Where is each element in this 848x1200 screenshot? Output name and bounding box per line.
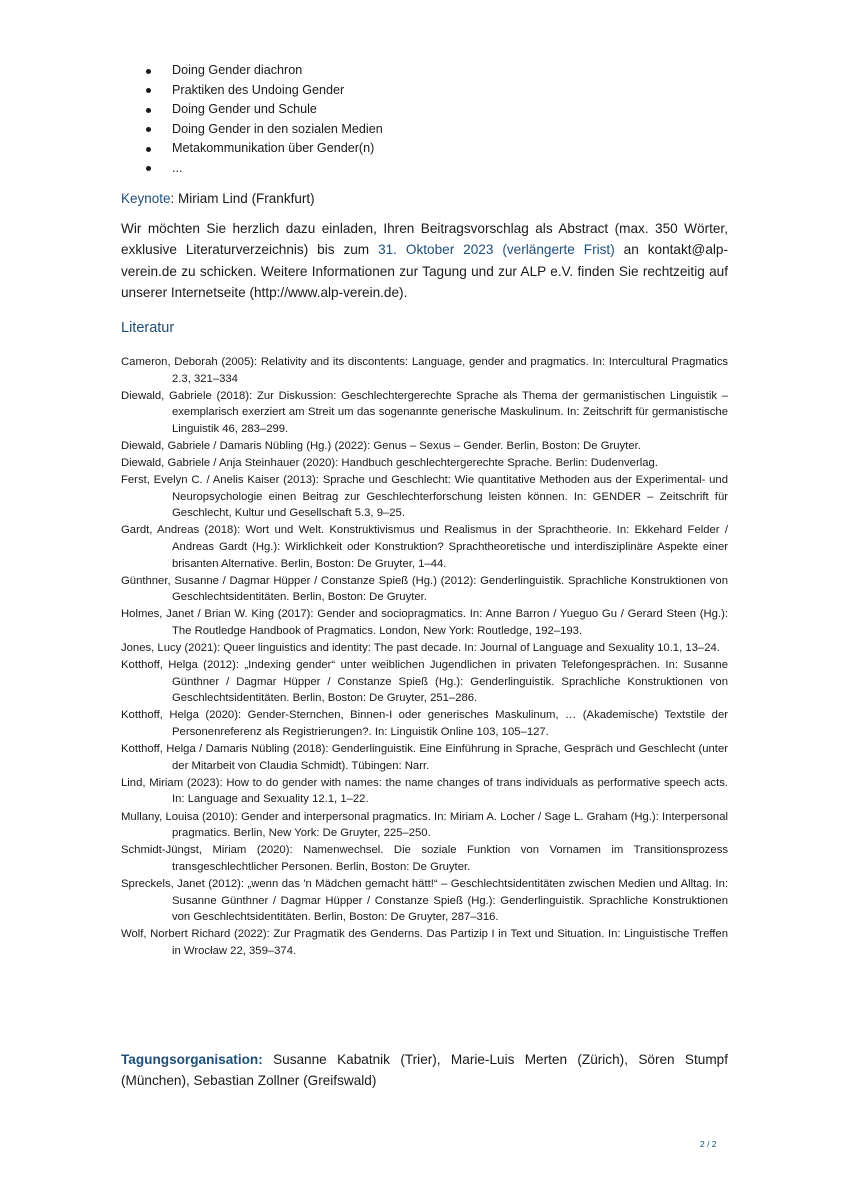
list-item <box>143 159 383 179</box>
reference-entry: Günthner, Susanne / Dagmar Hüpper / Constanze Spieß (Hg.) (2012): Genderlinguistik. Sprachliche Konstruktionen von Geschlechtsidentitäten. Berlin, Boston: De Gruyter. <box>121 574 728 604</box>
reference-entry: Schmidt-Jüngst, Miriam (2020): Namenwechsel. Die soziale Funktion von Vornamen im Transitionsprozess transgeschlechtlicher Personen. Berlin, Boston: De Gruyter. <box>121 844 728 873</box>
keynote-label: Keynote <box>121 191 171 206</box>
bullet-icon <box>146 166 151 171</box>
list-item <box>143 100 383 120</box>
list-item <box>143 81 383 101</box>
reference-entry: Holmes, Janet / Brian W. King (2017): Gender and sociopragmatics. In: Anne Barron / Yueguo Gu / Gerard Steen (Hg.): The Routledge Handbook of Pragmatics. London, New York: Routledge, 192–193. <box>121 608 728 637</box>
reference-entry: Kotthoff, Helga (2020): Gender-Sternchen, Binnen-I oder generisches Maskulinum, … (Akademische) Textstile der Personenreferenz als Registrierungen?. In: Linguistik Online 103, 105–127. <box>121 709 728 739</box>
bullet-icon <box>146 147 151 152</box>
invitation-text-start: Wir möchten Sie herzlich dazu einladen, Ihren Beitragsvorschlag als Abstract (max. 350 Wörter, exklusive Literaturverzeichnis) bis zum <box>121 221 728 258</box>
keynote-text: : Miriam Lind (Frankfurt) <box>170 191 315 206</box>
invitation-paragraph <box>121 218 728 303</box>
bullet-icon <box>146 88 151 93</box>
organisation-text: Susanne Kabatnik (Trier), Marie-Luis Merten (Zürich), Sören Stumpf (München), Sebastian Zollner (Greifswald) <box>121 1052 728 1089</box>
keynote-line <box>121 190 315 208</box>
bullet-icon <box>146 69 151 74</box>
topic-list <box>143 61 383 179</box>
deadline-highlight: 31. Oktober 2023 (verlängerte Frist) <box>378 242 615 258</box>
list-item <box>143 61 383 81</box>
reference-entry: Diewald, Gabriele (2018): Zur Diskussion: Geschlechtergerechte Sprache als Thema der germanistischen Linguistik – exemplarisch exerziert am Streit um das sogenannte generische Maskulinum. In: Zeitschrift für germanistische Linguistik 46, 283–299. <box>121 389 728 435</box>
reference-entry: Diewald, Gabriele / Anja Steinhauer (2020): Handbuch geschlechtergerechte Sprache. Berlin: Dudenverlag. <box>121 457 658 470</box>
list-item-text: Doing Gender in den sozialen Medien <box>172 121 383 136</box>
list-item <box>143 139 383 159</box>
list-item <box>143 120 383 140</box>
bullet-icon <box>146 127 151 132</box>
reference-entry: Lind, Miriam (2023): How to do gender with names: the name changes of trans individuals as performative speech acts. In: Language and Sexuality 12.1, 1–22. <box>121 776 728 806</box>
reference-entry: Gardt, Andreas (2018): Wort und Welt. Konstruktivismus und Realismus in der Sprachtheorie. In: Ekkehard Felder / Andreas Gardt (Hg.): Wirklichkeit oder Konstruktion? Sprachtheoretische und interdisziplinäre Aspekte einer brisanten Alternative. Berlin, Boston: De Gruyter, 1–44. <box>121 524 728 570</box>
list-item-text: Doing Gender und Schule <box>172 102 317 117</box>
reference-entry: Kotthoff, Helga (2012): „Indexing gender“ unter weiblichen Jugendlichen in privaten Telefongesprächen. In: Susanne Günthner / Dagmar Hüpper / Constanze Spieß (Hg.): Genderlinguistik. Sprachliche Konstruktionen von Geschlechtsidentitäten. Berlin, Boston: De Gruyter, 251–286. <box>121 659 728 705</box>
list-item-text: ... <box>172 160 183 175</box>
reference-entry: Diewald, Gabriele / Damaris Nübling (Hg.) (2022): Genus – Sexus – Gender. Berlin, Boston: De Gruyter. <box>121 439 641 452</box>
reference-entry: Wolf, Norbert Richard (2022): Zur Pragmatik des Genderns. Das Partizip I in Text und Situation. In: Linguistische Treffen in Wrocław 22, 359–374. <box>121 928 728 957</box>
reference-entry: Jones, Lucy (2021): Queer linguistics and identity: The past decade. In: Journal of Language and Sexuality 10.1, 13–24. <box>121 642 720 655</box>
reference-entry: Mullany, Louisa (2010): Gender and interpersonal pragmatics. In: Miriam A. Locher / Sage L. Graham (Hg.): Interpersonal pragmatics. Berlin, New York: De Gruyter, 225–250. <box>121 810 728 840</box>
reference-entry: Cameron, Deborah (2005): Relativity and its discontents: Language, gender and pragmatics. In: Intercultural Pragmatics 2.3, 321–334 <box>121 356 728 385</box>
reference-entry: Spreckels, Janet (2012): „wenn das 'n Mädchen gemacht hätt!“ – Geschlechtsidentitäten zwischen Medien und Alltag. In: Susanne Günthner / Dagmar Hüpper / Constanze Spieß (Hg.): Genderlinguistik. Sprachliche Konstruktionen von Geschlechtsidentitäten. Berlin, Boston: De Gruyter, 287–316. <box>121 877 728 924</box>
list-item-text: Metakommunikation über Gender(n) <box>172 141 375 156</box>
literature-heading: Literatur <box>121 320 175 336</box>
page-number: 2 / 2 <box>700 1139 717 1149</box>
reference-entry: Ferst, Evelyn C. / Anelis Kaiser (2013): Sprache und Geschlecht: Wie quantitative Methoden aus der Experimental- und Neuropsychologie einen Beitrag zur Geschlechterforschung leisten können. In: GENDER – Zeitschrift für Geschlecht, Kultur und Gesellschaft 5.3, 9–25. <box>121 474 728 520</box>
organisation-label: Tagungsorganisation: <box>121 1052 263 1067</box>
bullet-icon <box>146 108 151 113</box>
reference-entry: Kotthoff, Helga / Damaris Nübling (2018): Genderlinguistik. Eine Einführung in Sprache, Gespräch und Geschlecht (unter der Mitarbeit von Claudia Schmidt). Tübingen: Narr. <box>121 743 728 772</box>
organisation-paragraph <box>121 1049 728 1092</box>
list-item-text: Praktiken des Undoing Gender <box>172 82 345 97</box>
invitation-text-end: an kontakt@alp-verein.de zu schicken. Weitere Informationen zur Tagung und zur ALP e.V. finden Sie rechtzeitig auf unserer Internetseite (http://www.alp-verein.de). <box>121 242 729 300</box>
reference-list <box>121 354 728 960</box>
list-item-text: Doing Gender diachron <box>172 63 303 77</box>
